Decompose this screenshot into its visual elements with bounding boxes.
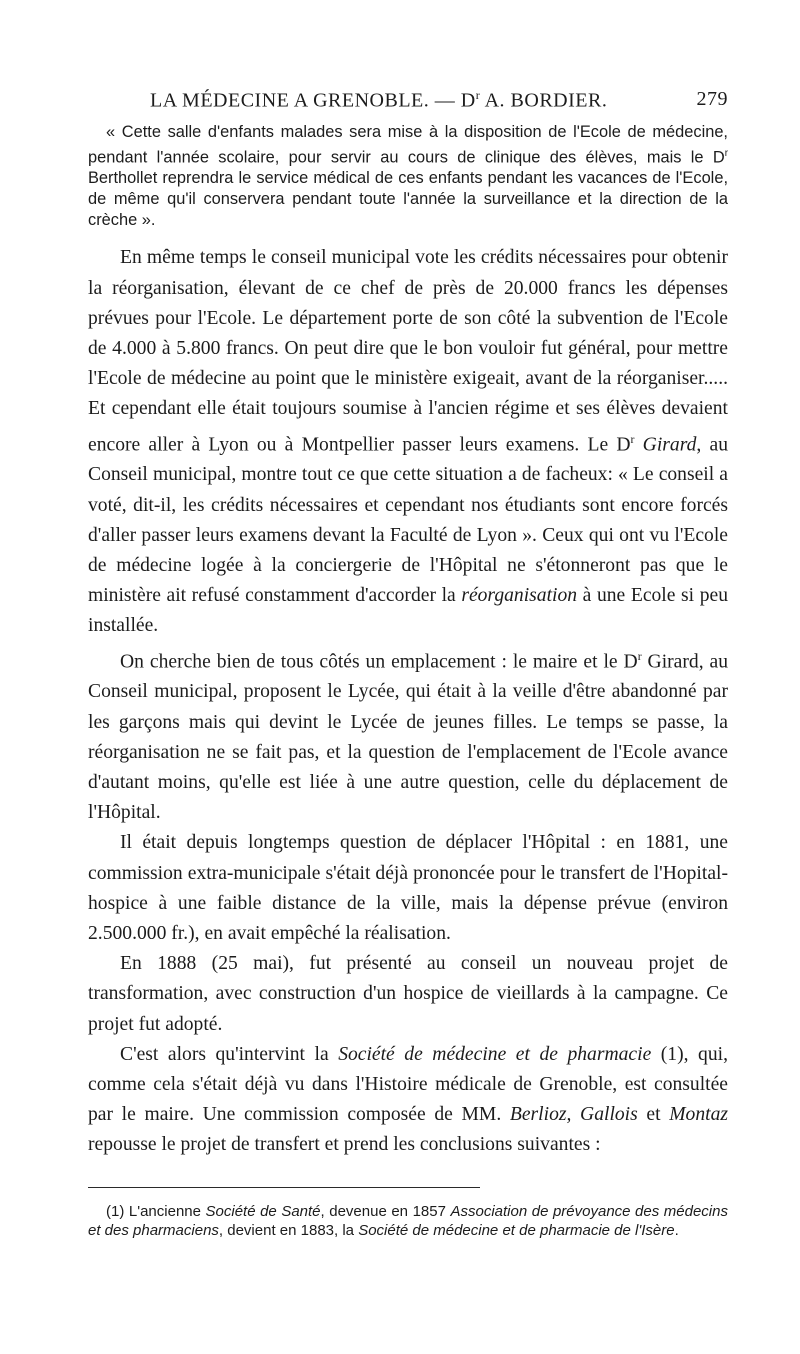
paragraph-hospital: Il était depuis longtemps question de déplacer l'Hôpital : en 1881, une commission extra-municipale s'était déjà prononcée pour le transfert de l'Hopital-hospice à une faible distance de la ville, mais la dépense prévue (environ 2.500.000 fr.), en avait empêché la réalisation. xyxy=(88,832,728,944)
running-title: LA MÉDECINE A GRENOBLE. — $D^r$ A. BORDIER. xyxy=(150,88,608,112)
paragraph-location: On cherche bien de tous côtés un emplacement : le maire et le $D^r$ Girard, au Conseil municipal, proposent le Lycée, qui était à la veille d'être abandonné par les garçons mais qui devint le Lycée de jeunes filles. Le temps se passe, la réorganisation ne se fait pas, et la question de l'emplacement de l'Ecole avance d'autant moins, qu'elle est liée à une autre question, celle du déplacement de l'Hôpital. xyxy=(88,649,729,824)
paragraph-1888: En 1888 (25 mai), fut présenté au conseil un nouveau projet de transformation, avec construction d'un hospice de vieillards à la campagne. Ce projet fut adopté. xyxy=(88,953,728,1035)
paragraph-society: C'est alors qu'intervint la Société de médecine et de pharmacie (1), qui, comme cela s'était déjà vu dans l'Histoire médicale de Grenoble, est consultée par le maire. Une commission composée de MM. Berlioz, Gallois et Montaz repousse le projet de transfert et prend les conclusions suivantes : xyxy=(88,1043,729,1156)
paragraph-credits: En même temps le conseil municipal vote les crédits nécessaires pour obtenir la réorganisation, élevant de ce chef de près de 20.000 francs les dépenses prévues pour l'Ecole. Le département porte de son côté la subvention de l'Ecole de 4.000 à 5.800 francs. On peut dire que le bon vouloir fut général, pour mettre l'Ecole de médecine au point que le ministère exigeait, avant de la réorganiser..... Et cependant elle était toujours soumise à l'ancien régime et ses élèves devaient encore aller à Lyon ou à Montpellier passer leurs examens. Le $D^r$ Girard, au Conseil municipal, montre tout ce que cette situation a de facheux: « Le conseil a voté, dit-il, les crédits nécessaires et cependant nos étudiants sont encore forcés d'aller passer leurs examens devant la Faculté de Lyon ». Ceux qui ont vu l'Ecole de médecine logée à la conciergerie de l'Hôpital ne s'étonneront pas que le ministère ait refusé constamment d'accorder la réorganisation à une Ecole si peu installée. xyxy=(88,247,729,637)
footnote-divider xyxy=(88,1187,480,1188)
footnote: (1) L'ancienne Société de Santé, devenue en 1857 Association de prévoyance des médecins et des pharmaciens, devient en 1883, la Société de médecine et de pharmacie de l'Isère. xyxy=(88,1202,728,1240)
page-number: 279 xyxy=(696,88,728,110)
body-text xyxy=(88,243,728,1160)
running-header xyxy=(88,88,728,120)
quoted-resolution: « Cette salle d'enfants malades sera mise à la disposition de l'Ecole de médecine, pendant l'année scolaire, pour servir au cours de clinique des élèves, mais le $D^r$ Berthollet reprendra le service médical de ces enfants pendant les vacances de l'Ecole, de même qu'il conservera pendant toute l'année la surveillance et la direction de la crèche ». xyxy=(88,123,728,230)
